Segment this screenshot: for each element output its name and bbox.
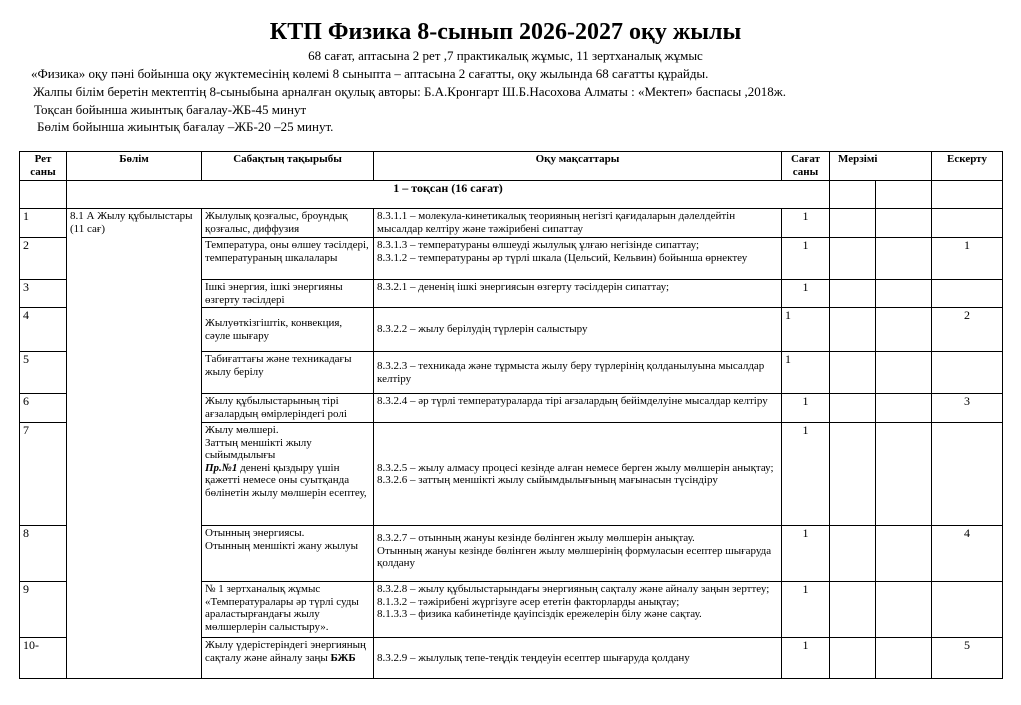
- section-hours: (11 сағ): [70, 222, 106, 235]
- row-number: 7: [20, 423, 67, 526]
- note-cell: 4: [932, 526, 1003, 582]
- row-number: 1: [20, 209, 67, 238]
- topic-cell: Жылулық қозғалыс, броундық қозғалыс, диффузия: [202, 209, 374, 238]
- row-number: 2: [20, 238, 67, 280]
- note-cell: 1: [932, 238, 1003, 280]
- objectives-cell: 8.3.2.8 – жылу құбылыстарындағы энергияның сақталу және айналу заңын зерттеу; 8.1.3.2 – тәжірибені жүргізуге әсер ететін факторларды анықтау; 8.1.3.3 – физика кабинетінде қауіпсіздік ережелерін білу және сақтау.: [374, 582, 782, 638]
- row-number: 8: [20, 526, 67, 582]
- topic-cell: Ішкі энергия, ішкі энергияны өзгерту тәсілдері: [202, 280, 374, 308]
- topic-cell: [202, 638, 374, 679]
- objectives-cell: 8.3.1.1 – молекула-кинетикалық теорияның негізгі қағидаларын дәлелдейтін мысалдар келтіру және тәжірибені сипаттау: [374, 209, 782, 238]
- assessment-badge: БЖБ: [330, 651, 356, 664]
- quarter-row: [20, 181, 1003, 209]
- quarter-assessment-info: Тоқсан бойынша жиынтық бағалау-ЖБ-45 минут: [34, 102, 307, 117]
- note-cell: [932, 582, 1003, 638]
- hours-cell: 1: [782, 423, 830, 526]
- col-header-objectives: Оқу мақсаттары: [374, 152, 782, 181]
- objectives-cell: 8.3.2.7 – отынның жануы кезінде бөлінген жылу мөлшерін анықтау. Отынның жануы кезінде бөлінген жылу мөлшерінің формуласын есептер шығаруда қолдану: [374, 526, 782, 582]
- objectives-cell: 8.3.2.4 – әр түрлі температураларда тірі ағзалардың бейімделуіне мысалдар келтіру: [374, 394, 782, 423]
- section-assessment-info: Бөлім бойынша жиынтық бағалау –ЖБ-20 –25 минут.: [37, 119, 334, 134]
- hours-cell: 1: [782, 209, 830, 238]
- hours-cell: 1: [782, 582, 830, 638]
- col-header-num: Рет саны: [20, 152, 67, 181]
- row-number: 5: [20, 352, 67, 394]
- col-header-note: Ескерту: [932, 152, 1003, 181]
- textbook-info: Жалпы білім беретін мектептің 8-сыныбына арналған оқулық авторы: Б.А.Кронгарт Ш.Б.Насохова Алматы : «Мектеп» баспасы ,2018ж.: [33, 84, 787, 99]
- table-header-row: [20, 152, 1003, 181]
- objectives-cell: 8.3.2.1 – дененің ішкі энергиясын өзгерту тәсілдерін сипаттау;: [374, 280, 782, 308]
- section-name: 8.1 А Жылу құбылыстары: [70, 210, 193, 222]
- objectives-cell: 8.3.1.3 – температураны өлшеудi жылулық ұлғаю негізінде сипаттау; 8.3.1.2 – температураны әр түрлі шкала (Цельсий, Кельвин) бойынша өрнектеу: [374, 238, 782, 280]
- hours-cell: 1: [782, 638, 830, 679]
- topic-cell: Жылуөткізгіштік, конвекция, сәуле шығару: [202, 308, 374, 352]
- row-number: 3: [20, 280, 67, 308]
- topic-cell: [202, 526, 374, 582]
- quarter-title: 1 – тоқсан (16 сағат): [67, 181, 830, 209]
- objectives-cell: 8.3.2.9 – жылулық тепе-теңдік теңдеуін есептер шығаруда қолдану: [374, 638, 782, 679]
- objectives-cell: 8.3.2.3 – техникада және тұрмыста жылу беру түрлерінің қолданылуына мысалдар келтіру: [374, 352, 782, 394]
- row-number: 6: [20, 394, 67, 423]
- topic-line: Отынның меншікті жану жылуы: [205, 539, 359, 552]
- hours-cell: 1: [782, 238, 830, 280]
- col-header-deadline: Мерзімі: [830, 152, 932, 181]
- note-cell: [932, 209, 1003, 238]
- row-number: 9: [20, 582, 67, 638]
- topic-cell: Жылу құбылыстарының тірі ағзалардың өмірлеріндегі ролі: [202, 394, 374, 423]
- col-header-topic: Сабақтың тақырыбы: [202, 152, 374, 181]
- practical-text: денені қыздыру үшін қажетті немесе оны суытқанда бөлінетін жылу мөлшерін есептеу,: [205, 461, 367, 499]
- ktp-table: [19, 151, 1003, 679]
- hours-cell: 1: [782, 280, 830, 308]
- objectives-cell: 8.3.2.5 – жылу алмасу процесі кезінде алған немесе берген жылу мөлшерін анықтау; 8.3.2.6 – заттың меншікті жылу сыйымдылығының мағынасын түсіндіру: [374, 423, 782, 526]
- topic-cell: Табиғаттағы және техникадағы жылу берілу: [202, 352, 374, 394]
- note-cell: [932, 352, 1003, 394]
- load-info: «Физика» оқу пәні бойынша оқу жүктемесінің көлемі 8 сыныпта – аптасына 2 сағатты, оқу жылында 68 сағатты құрайды.: [31, 66, 709, 81]
- page-title: КТП Физика 8-сынып 2026-2027 оқу жылы: [269, 19, 742, 45]
- hours-cell: 1: [782, 308, 830, 352]
- topic-cell: № 1 зертханалық жұмыс «Температуралары әр түрлі суды араластырғандағы жылу мөлшерлерін салыстыру».: [202, 582, 374, 638]
- note-cell: 3: [932, 394, 1003, 423]
- hours-cell: 1: [782, 526, 830, 582]
- row-number: 4: [20, 308, 67, 352]
- section-cell: [67, 209, 202, 679]
- topic-line: Жылу мөлшері.: [205, 424, 279, 436]
- table-row: [20, 209, 1003, 238]
- topic-cell: Температура, оны өлшеу тәсілдері, температураның шкалалары: [202, 238, 374, 280]
- col-header-section: Бөлім: [67, 152, 202, 181]
- hours-summary: 68 сағат, аптасына 2 рет ,7 практикалық жұмыс, 11 зертханалық жұмыс: [308, 48, 703, 63]
- hours-cell: 1: [782, 394, 830, 423]
- hours-cell: 1: [782, 352, 830, 394]
- topic-line: Заттың меншікті жылу сыйымдылығы: [205, 436, 312, 461]
- note-cell: [932, 423, 1003, 526]
- row-number: 10-: [20, 638, 67, 679]
- note-cell: 2: [932, 308, 1003, 352]
- note-cell: [932, 280, 1003, 308]
- topic-cell: [202, 423, 374, 526]
- col-header-hours: Сағат саны: [782, 152, 830, 181]
- practical-label: Пр.№1: [205, 461, 238, 474]
- topic-text: Жылу үдерістеріндегі энергияның сақталу және айналу заңы: [205, 639, 366, 664]
- topic-line: Отынның энергиясы.: [205, 527, 305, 539]
- objectives-cell: 8.3.2.2 – жылу берілудің түрлерін салыстыру: [374, 308, 782, 352]
- note-cell: 5: [932, 638, 1003, 679]
